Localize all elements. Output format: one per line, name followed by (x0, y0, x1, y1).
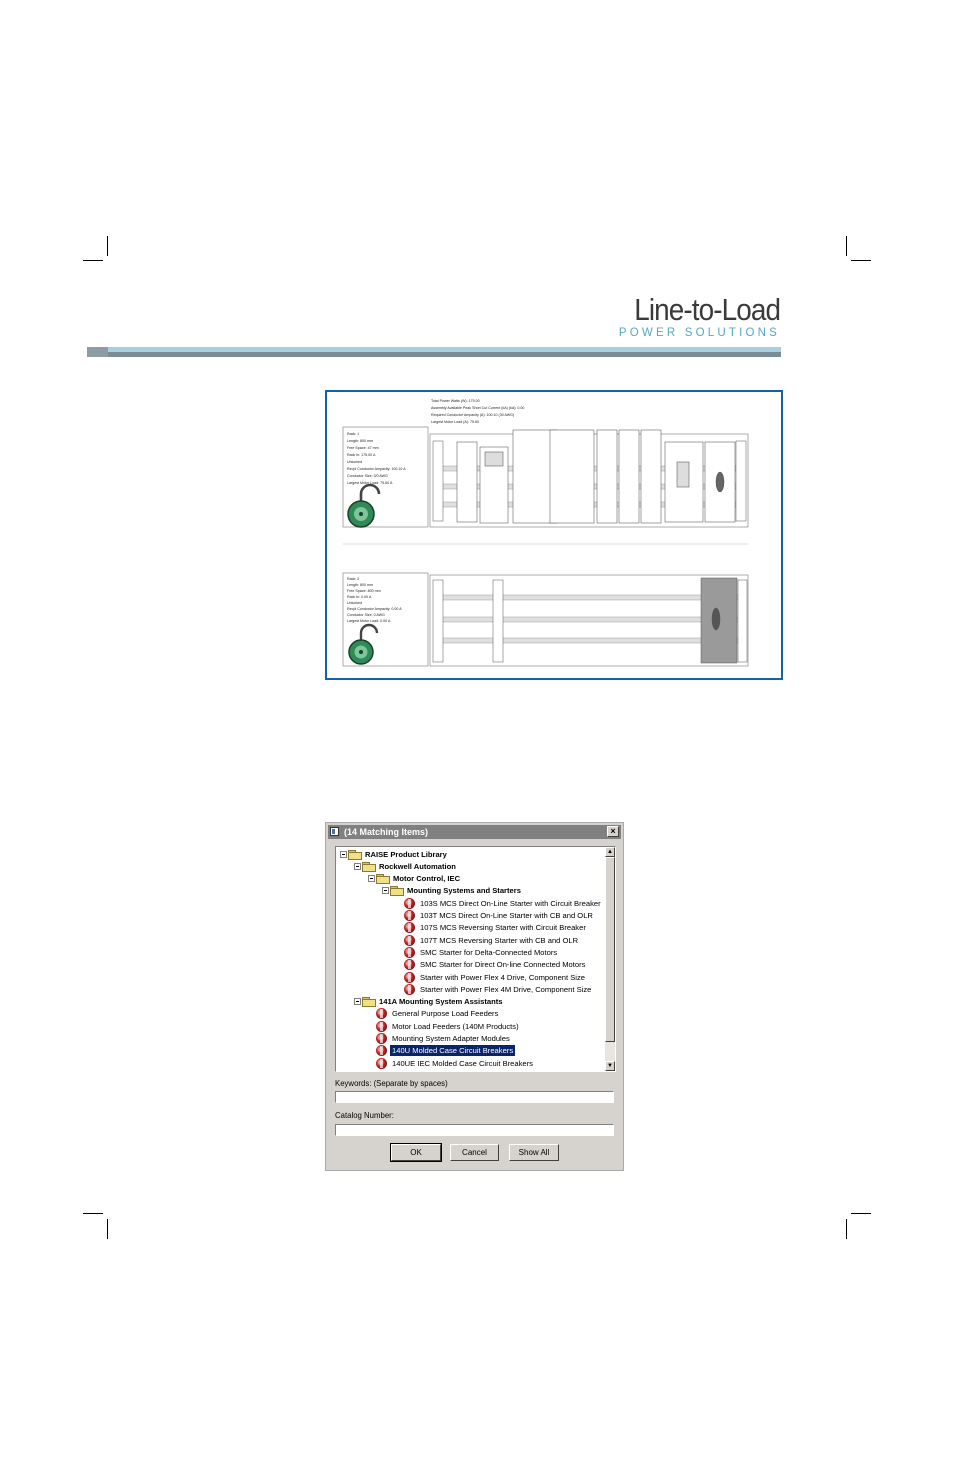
tree-item[interactable] (396, 922, 588, 934)
tree-node-label: Motor Control, IEC (393, 874, 461, 884)
tree-item[interactable] (368, 1057, 535, 1069)
tree-item[interactable] (396, 971, 587, 983)
folder-icon (348, 850, 361, 859)
tree-folder[interactable] (340, 848, 449, 860)
rack2-line: Req'd Conductor Ampacity: 0.00 A (347, 607, 402, 611)
rack2-line: Rack In: 0.00 A (347, 595, 372, 599)
tree-folder[interactable] (354, 996, 505, 1008)
rack1-line: Length: 800 mm (347, 439, 373, 443)
tree-item[interactable] (396, 910, 595, 922)
tree-node-label: Mounting System Adapter Modules (392, 1034, 510, 1043)
keywords-input[interactable] (335, 1091, 614, 1103)
rack1-line: Free Space: 47 mm (347, 446, 379, 450)
rack1-line: Req'd Conductor Ampacity: 100.10 A (347, 467, 406, 471)
product-library-dialog (325, 822, 624, 1171)
rack-header-line: Assembly Available Peak Short Cut Current (kA) (kA): 0.00 (431, 406, 525, 410)
tree-node-label: 107S MCS Reversing Starter with Circuit Breaker (420, 923, 586, 933)
vertical-scrollbar[interactable] (605, 847, 615, 1071)
crop-mark (107, 236, 108, 256)
product-icon (404, 984, 415, 995)
product-icon (404, 947, 415, 958)
tree-item[interactable] (368, 1008, 500, 1020)
tree-item[interactable] (368, 1020, 521, 1032)
collapse-toggle[interactable] (368, 875, 375, 882)
folder-icon (390, 886, 403, 895)
rack2-line: Rack: 2 (347, 577, 360, 581)
rack1-line: Conductor Size: 3/0 AWG (347, 474, 388, 478)
folder-icon (362, 997, 375, 1006)
catalog-number-label: Catalog Number: (335, 1111, 394, 1120)
brand-logo (618, 293, 780, 339)
product-icon (404, 935, 415, 946)
tree-node-label: RAISE Product Library (365, 849, 447, 859)
rack-layout-figure (325, 390, 783, 680)
tree-node-label: SMC Starter for Delta-Connected Motors (420, 947, 558, 957)
scroll-up-button[interactable]: ▲ (605, 847, 615, 857)
dialog-title-bar[interactable] (328, 825, 621, 839)
product-icon (376, 1045, 387, 1056)
tree-node-label: Motor Load Feeders (140M Products) (392, 1021, 519, 1031)
dialog-title: (14 Matching Items) (344, 827, 429, 837)
folder-icon (362, 862, 375, 871)
product-icon (404, 972, 415, 983)
product-icon (376, 1021, 387, 1032)
cancel-button[interactable]: Cancel (450, 1144, 499, 1161)
header-rule-accent (87, 347, 108, 357)
rack-header-info (431, 399, 524, 424)
folder-icon (376, 874, 389, 883)
tree-item[interactable] (368, 1033, 512, 1045)
rack2-line: Free Space: 800 mm (347, 589, 381, 593)
rack-header-line: Required Conductor Ampacity (A): 100.10 (30 AWG) (431, 413, 515, 417)
rack2-line: Unlocked (347, 601, 362, 605)
tree-node-label: 140UE IEC Molded Case Circuit Breakers (392, 1058, 533, 1068)
rack1-line: Rack In: 175.00 A (347, 453, 376, 457)
window-menu-icon[interactable] (330, 827, 339, 836)
ok-button[interactable]: OK (391, 1144, 441, 1161)
tree-item[interactable] (368, 1045, 515, 1057)
tree-node-label: 103S MCS Direct On-Line Starter with Circuit Breaker (420, 898, 601, 908)
tree-node-label: Starter with Power Flex 4M Drive, Component Size (420, 984, 592, 994)
header-rule-dark (87, 352, 781, 357)
tree-folder[interactable] (368, 873, 462, 885)
product-icon (404, 898, 415, 909)
tree-node-label: Mounting Systems and Starters (407, 886, 521, 896)
rack-header-line: Largest Motor Load (A): 75.60 (431, 420, 479, 424)
crop-mark (846, 1219, 847, 1239)
scroll-thumb[interactable] (605, 857, 615, 1042)
collapse-toggle[interactable] (340, 851, 347, 858)
rack2-line: Largest Motor Load: 0.00 A (347, 619, 391, 623)
keywords-label: Keywords: (Separate by spaces) (335, 1079, 448, 1088)
brand-subtitle: POWER SOLUTIONS (618, 327, 780, 339)
product-icon (376, 1008, 387, 1019)
tree-folder[interactable] (354, 860, 458, 872)
rack-layout-drawing (327, 392, 781, 678)
tree-item[interactable] (396, 946, 559, 958)
tree-node-label: Starter with Power Flex 4 Drive, Component Size (420, 972, 586, 982)
close-button[interactable]: × (607, 826, 619, 837)
tree-node-label: 103T MCS Direct On-Line Starter with CB and OLR (420, 911, 593, 920)
product-icon (376, 1033, 387, 1044)
tree-item[interactable] (396, 983, 593, 995)
rack1-line: Largest Motor Load: 75.60 A (347, 481, 393, 485)
scroll-down-button[interactable]: ▼ (605, 1061, 615, 1071)
product-icon (376, 1058, 387, 1069)
product-icon (404, 959, 415, 970)
product-tree[interactable] (335, 846, 616, 1072)
rack2-line: Conductor Size: 0 AWG (347, 613, 385, 617)
product-icon (404, 922, 415, 933)
rack1-line: Rack: 1 (347, 432, 360, 436)
catalog-number-input[interactable] (335, 1124, 614, 1136)
tree-node-label: Rockwell Automation (379, 861, 456, 871)
tree-node-label: 141A Mounting System Assistants (379, 997, 503, 1007)
collapse-toggle[interactable] (382, 887, 389, 894)
show-all-button[interactable]: Show All (509, 1144, 559, 1161)
collapse-toggle[interactable] (354, 998, 361, 1005)
crop-mark (851, 260, 871, 261)
tree-rows (336, 847, 606, 1071)
crop-mark (846, 236, 847, 256)
tree-item[interactable] (396, 934, 580, 946)
rack1-line: Unlocked (347, 460, 362, 464)
tree-item[interactable] (396, 897, 603, 909)
rack2-line: Length: 800 mm (347, 583, 373, 587)
tree-node-label: 140U Molded Case Circuit Breakers (392, 1046, 514, 1056)
crop-mark (83, 260, 103, 261)
tree-node-label: 107T MCS Reversing Starter with CB and OLR (420, 935, 579, 945)
tree-item[interactable] (396, 959, 587, 971)
product-icon (404, 910, 415, 921)
tree-node-label: General Purpose Load Feeders (392, 1009, 499, 1019)
tree-folder[interactable] (382, 885, 523, 897)
crop-mark (851, 1213, 871, 1214)
brand-title: Line-to-Load (634, 292, 780, 327)
collapse-toggle[interactable] (354, 863, 361, 870)
tree-node-label: SMC Starter for Direct On-line Connected Motors (420, 960, 586, 970)
rack-header-line: Total Power Watts (W): 175.00 (431, 399, 480, 403)
crop-mark (107, 1219, 108, 1239)
crop-mark (83, 1213, 103, 1214)
